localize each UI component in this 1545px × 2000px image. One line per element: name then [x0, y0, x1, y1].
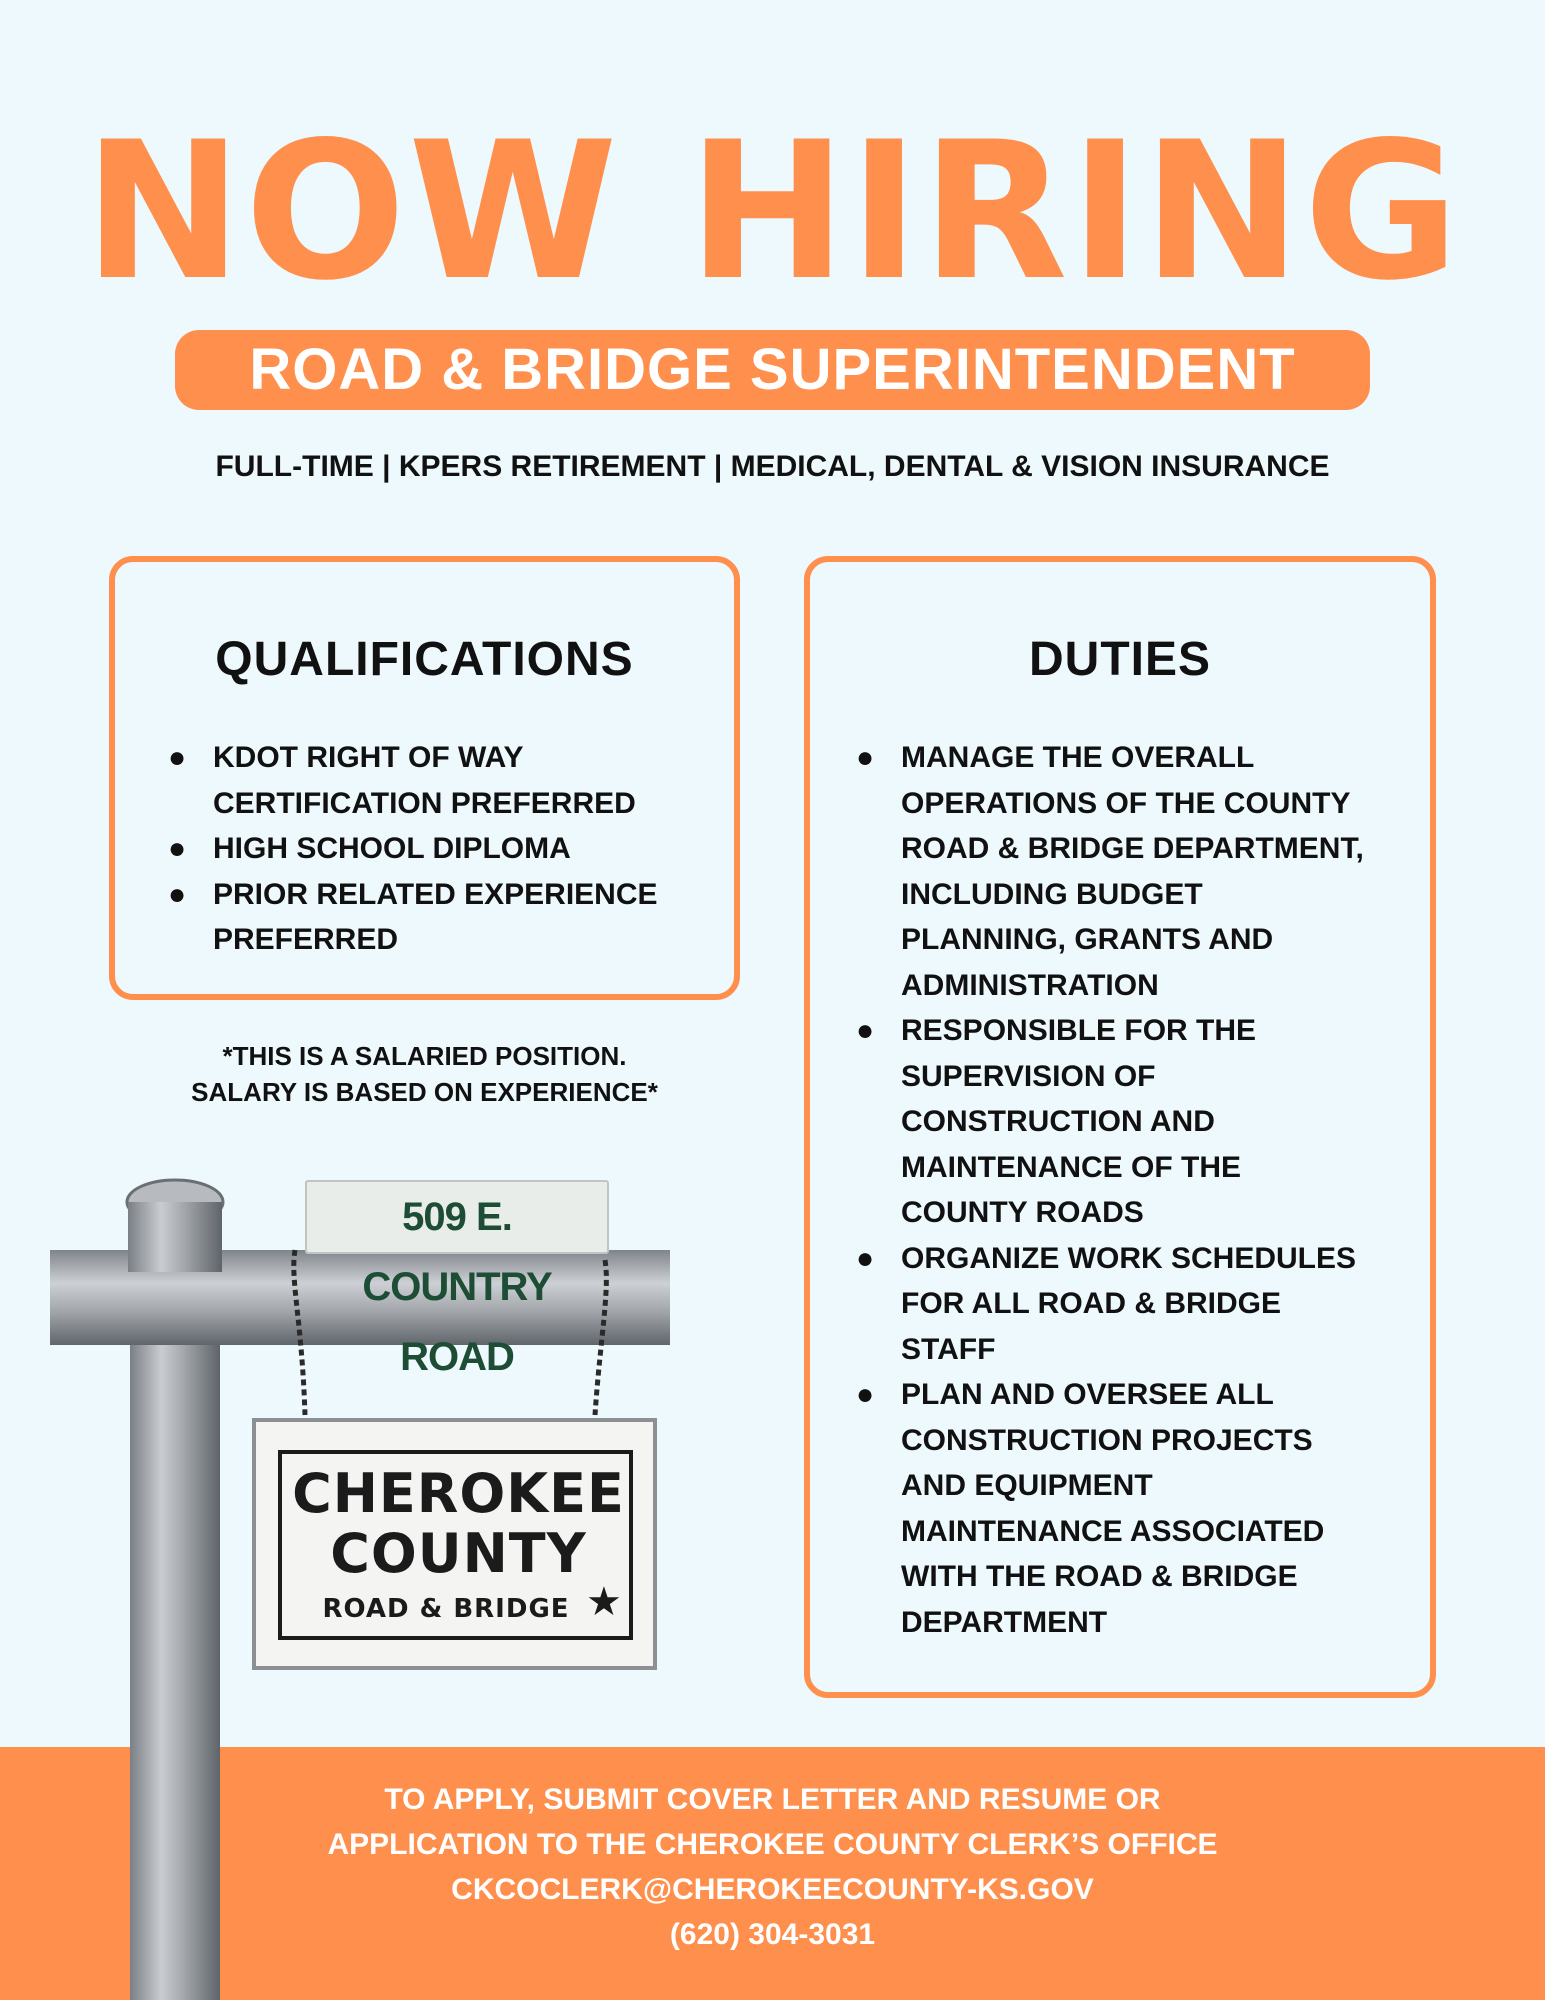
duties-list: [856, 735, 1430, 1645]
bullet-icon: ●: [168, 741, 187, 774]
bullet-icon: ●: [168, 877, 187, 911]
salary-note: *THIS IS A SALARIED POSITION. SALARY IS BASED ON EXPERIENCE*: [191, 1041, 658, 1107]
sign-line-2: COUNTY: [330, 1522, 587, 1585]
qualifications-heading: QUALIFICATIONS: [215, 633, 634, 686]
duties-heading: DUTIES: [1028, 633, 1211, 686]
list-item: ● HIGH SCHOOL DIPLOMA: [168, 826, 734, 872]
bullet-icon: ●: [856, 1378, 875, 1411]
apply-line-2: APPLICATION TO THE CHEROKEE COUNTY CLERK’S OFFICE: [327, 1828, 1218, 1861]
apply-email: CKCOCLERK@CHEROKEECOUNTY-KS.GOV: [451, 1873, 1094, 1906]
benefits-line: FULL-TIME | KPERS RETIREMENT | MEDICAL, DENTAL & VISION INSURANCE: [215, 450, 1330, 483]
list-item: ● KDOT RIGHT OF WAY CERTIFICATION PREFERRED: [168, 735, 734, 826]
list-item: ● MANAGE THE OVERALL OPERATIONS OF THE COUNTY ROAD & BRIDGE DEPARTMENT, INCLUDING BUDGET PLANNING, GRANTS AND ADMINISTRATION: [856, 735, 1430, 1008]
headline: NOW HIRING: [83, 101, 1462, 322]
list-item: ● PRIOR RELATED EXPERIENCE PREFERRED: [168, 872, 734, 963]
county-sign: [252, 1418, 657, 1670]
duties-card: [804, 556, 1436, 1698]
bullet-icon: ●: [856, 1241, 875, 1275]
apply-line-1: TO APPLY, SUBMIT COVER LETTER AND RESUME OR: [384, 1783, 1161, 1816]
qualifications-card: [109, 556, 740, 1000]
list-item: ● ORGANIZE WORK SCHEDULES FOR ALL ROAD & BRIDGE STAFF: [856, 1236, 1430, 1373]
bullet-icon: ●: [168, 832, 187, 865]
apply-phone: (620) 304-3031: [669, 1918, 876, 1951]
sign-line-3: ROAD & BRIDGE: [322, 1594, 570, 1624]
star-icon: ★: [586, 1580, 622, 1624]
sign-line-1: CHEROKEE: [292, 1462, 625, 1525]
qualifications-list: [168, 735, 734, 963]
position-title-banner: ROAD & BRIDGE SUPERINTENDENT: [175, 330, 1370, 410]
list-item: ● RESPONSIBLE FOR THE SUPERVISION OF CONSTRUCTION AND MAINTENANCE OF THE COUNTY ROADS: [856, 1008, 1430, 1236]
apply-instructions: [0, 1777, 1545, 1957]
bullet-icon: ●: [856, 741, 875, 774]
bullet-icon: ●: [856, 1014, 875, 1047]
list-item: ● PLAN AND OVERSEE ALL CONSTRUCTION PROJECTS AND EQUIPMENT MAINTENANCE ASSOCIATED WITH THE ROAD & BRIDGE DEPARTMENT: [856, 1372, 1430, 1645]
street-sign: 509 E. COUNTRY ROAD: [305, 1180, 609, 1254]
